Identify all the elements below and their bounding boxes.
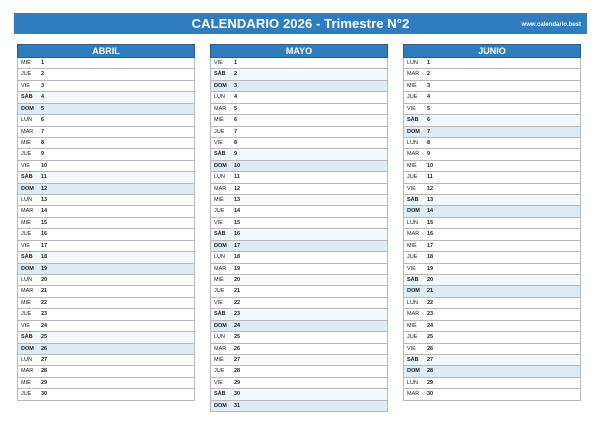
weekday-label: VIE xyxy=(21,242,30,249)
weekday-label: DOM xyxy=(407,368,420,375)
day-row xyxy=(211,138,387,149)
day-row xyxy=(404,149,580,160)
day-row xyxy=(211,92,387,103)
day-row xyxy=(404,286,580,297)
weekday-label: MIÉ xyxy=(407,242,417,249)
day-row xyxy=(18,344,194,355)
day-number: 14 xyxy=(234,208,241,215)
day-number: 22 xyxy=(234,299,241,306)
day-number: 7 xyxy=(427,128,431,135)
day-row xyxy=(18,252,194,263)
day-row xyxy=(18,378,194,389)
day-number: 15 xyxy=(234,219,241,226)
weekday-label: SÁB xyxy=(407,277,419,284)
day-number: 25 xyxy=(427,334,434,341)
day-number: 5 xyxy=(41,105,45,112)
day-number: 27 xyxy=(234,356,241,363)
day-number: 6 xyxy=(41,117,45,124)
day-number: 20 xyxy=(427,277,434,284)
weekday-label: MAR xyxy=(21,288,34,295)
weekday-label: MAR xyxy=(407,231,420,238)
day-row xyxy=(211,355,387,366)
day-number: 19 xyxy=(427,265,434,272)
weekday-label: SÁB xyxy=(21,174,33,181)
day-number: 19 xyxy=(234,265,241,272)
weekday-label: MIÉ xyxy=(214,356,224,363)
day-number: 6 xyxy=(427,117,431,124)
day-row xyxy=(211,241,387,252)
day-number: 29 xyxy=(234,379,241,386)
weekday-label: SÁB xyxy=(407,197,419,204)
day-row xyxy=(211,366,387,377)
day-number: 18 xyxy=(234,254,241,261)
month-header: JUNIO xyxy=(403,44,581,58)
day-row xyxy=(18,172,194,183)
day-row xyxy=(211,104,387,115)
day-row xyxy=(18,58,194,69)
weekday-label: MAR xyxy=(214,185,227,192)
day-number: 16 xyxy=(234,231,241,238)
day-row xyxy=(18,104,194,115)
day-row xyxy=(18,69,194,80)
day-number: 27 xyxy=(427,356,434,363)
weekday-label: VIE xyxy=(407,265,416,272)
weekday-label: MAR xyxy=(21,368,34,375)
weekday-label: DOM xyxy=(214,82,227,89)
day-number: 13 xyxy=(427,197,434,204)
day-row xyxy=(18,115,194,126)
weekday-label: DOM xyxy=(407,208,420,215)
day-number: 29 xyxy=(427,379,434,386)
weekday-label: LUN xyxy=(214,334,226,341)
weekday-label: LUN xyxy=(407,60,419,66)
days-list xyxy=(403,58,581,401)
day-row xyxy=(404,195,580,206)
days-list xyxy=(17,58,195,401)
weekday-label: VIE xyxy=(21,82,30,89)
day-number: 4 xyxy=(427,94,431,101)
day-number: 10 xyxy=(234,162,241,169)
day-number: 1 xyxy=(41,60,45,66)
day-row xyxy=(211,321,387,332)
day-number: 14 xyxy=(427,208,434,215)
day-number: 2 xyxy=(41,71,45,78)
day-number: 25 xyxy=(234,334,241,341)
day-row xyxy=(18,206,194,217)
weekday-label: JUE xyxy=(214,128,225,135)
weekday-label: VIE xyxy=(407,105,416,112)
weekday-label: VIE xyxy=(407,185,416,192)
weekday-label: LUN xyxy=(214,174,226,181)
weekday-label: JUE xyxy=(214,208,225,215)
weekday-label: DOM xyxy=(21,345,34,352)
day-number: 22 xyxy=(427,299,434,306)
title-banner xyxy=(14,13,587,34)
weekday-label: DOM xyxy=(214,162,227,169)
day-number: 15 xyxy=(41,219,48,226)
day-row xyxy=(18,161,194,172)
day-number: 17 xyxy=(427,242,434,249)
day-number: 13 xyxy=(234,197,241,204)
weekday-label: MIÉ xyxy=(21,219,31,226)
day-number: 26 xyxy=(41,345,48,352)
day-number: 7 xyxy=(41,128,45,135)
weekday-label: DOM xyxy=(21,265,34,272)
day-number: 26 xyxy=(427,345,434,352)
weekday-label: VIE xyxy=(214,299,223,306)
day-row xyxy=(18,389,194,400)
day-row xyxy=(211,161,387,172)
weekday-label: LUN xyxy=(407,139,419,146)
day-number: 25 xyxy=(41,334,48,341)
day-row xyxy=(18,286,194,297)
month-may xyxy=(210,44,388,412)
day-number: 10 xyxy=(427,162,434,169)
weekday-label: MAR xyxy=(21,128,34,135)
weekday-label: SÁB xyxy=(21,254,33,261)
day-row xyxy=(18,298,194,309)
weekday-label: MAR xyxy=(214,345,227,352)
day-row xyxy=(211,275,387,286)
day-row xyxy=(18,218,194,229)
day-number: 9 xyxy=(234,151,238,158)
weekday-label: SÁB xyxy=(214,391,226,398)
day-row xyxy=(404,355,580,366)
weekday-label: DOM xyxy=(214,242,227,249)
day-number: 10 xyxy=(41,162,48,169)
day-number: 23 xyxy=(427,311,434,318)
weekday-label: LUN xyxy=(21,277,33,284)
day-row xyxy=(404,309,580,320)
day-row xyxy=(18,184,194,195)
weekday-label: MIÉ xyxy=(407,82,417,89)
day-number: 24 xyxy=(234,322,241,329)
day-number: 28 xyxy=(427,368,434,375)
day-row xyxy=(211,298,387,309)
weekday-label: LUN xyxy=(21,356,33,363)
day-number: 13 xyxy=(41,197,48,204)
day-row xyxy=(404,161,580,172)
day-row xyxy=(404,344,580,355)
weekday-label: MAR xyxy=(214,265,227,272)
day-number: 16 xyxy=(427,231,434,238)
weekday-label: DOM xyxy=(407,288,420,295)
day-number: 20 xyxy=(41,277,48,284)
day-number: 14 xyxy=(41,208,48,215)
day-row xyxy=(404,321,580,332)
day-number: 17 xyxy=(41,242,48,249)
weekday-label: MIÉ xyxy=(21,379,31,386)
day-number: 2 xyxy=(427,71,431,78)
weekday-label: MIÉ xyxy=(214,117,224,124)
weekday-label: SÁB xyxy=(214,231,226,238)
day-number: 3 xyxy=(234,82,238,89)
day-row xyxy=(18,149,194,160)
day-number: 27 xyxy=(41,356,48,363)
weekday-label: LUN xyxy=(214,254,226,261)
weekday-label: MAR xyxy=(407,311,420,318)
day-row xyxy=(211,172,387,183)
weekday-label: MIÉ xyxy=(21,60,31,66)
day-row xyxy=(18,138,194,149)
weekday-label: MAR xyxy=(407,151,420,158)
day-row xyxy=(211,252,387,263)
weekday-label: LUN xyxy=(21,117,33,124)
day-number: 23 xyxy=(41,311,48,318)
day-number: 8 xyxy=(234,139,238,146)
day-row xyxy=(404,378,580,389)
weekday-label: MIÉ xyxy=(407,162,417,169)
day-row xyxy=(18,241,194,252)
weekday-label: SÁB xyxy=(407,356,419,363)
day-number: 19 xyxy=(41,265,48,272)
day-row xyxy=(404,264,580,275)
day-number: 12 xyxy=(427,185,434,192)
day-row xyxy=(404,138,580,149)
day-row xyxy=(211,58,387,69)
weekday-label: DOM xyxy=(21,185,34,192)
day-row xyxy=(404,218,580,229)
day-number: 17 xyxy=(234,242,241,249)
day-row xyxy=(404,104,580,115)
day-number: 21 xyxy=(427,288,434,295)
day-number: 15 xyxy=(427,219,434,226)
day-row xyxy=(211,286,387,297)
month-header: ABRIL xyxy=(17,44,195,58)
day-row xyxy=(211,264,387,275)
weekday-label: SÁB xyxy=(214,151,226,158)
day-number: 30 xyxy=(41,391,48,398)
day-number: 1 xyxy=(427,60,431,66)
day-row xyxy=(211,401,387,412)
day-number: 7 xyxy=(234,128,238,135)
day-number: 1 xyxy=(234,60,238,66)
day-row xyxy=(404,389,580,400)
weekday-label: DOM xyxy=(214,402,227,409)
day-row xyxy=(404,229,580,240)
weekday-label: MAR xyxy=(407,71,420,78)
day-number: 16 xyxy=(41,231,48,238)
day-row xyxy=(211,344,387,355)
day-number: 11 xyxy=(234,174,240,181)
day-number: 31 xyxy=(234,402,241,409)
day-number: 12 xyxy=(234,185,241,192)
weekday-label: SÁB xyxy=(214,71,226,78)
weekday-label: LUN xyxy=(407,379,419,386)
day-row xyxy=(18,92,194,103)
day-number: 22 xyxy=(41,299,48,306)
day-number: 9 xyxy=(427,151,431,158)
day-row xyxy=(404,127,580,138)
weekday-label: MAR xyxy=(407,391,420,398)
day-row xyxy=(404,69,580,80)
weekday-label: SÁB xyxy=(21,334,33,341)
day-number: 9 xyxy=(41,151,45,158)
day-number: 30 xyxy=(234,391,241,398)
day-row xyxy=(18,195,194,206)
weekday-label: JUE xyxy=(407,94,418,101)
day-row xyxy=(404,241,580,252)
day-number: 12 xyxy=(41,185,48,192)
day-row xyxy=(211,206,387,217)
day-row xyxy=(18,332,194,343)
day-number: 2 xyxy=(234,71,238,78)
weekday-label: JUE xyxy=(21,231,32,238)
weekday-label: MAR xyxy=(214,105,227,112)
day-row xyxy=(18,127,194,138)
day-number: 5 xyxy=(234,105,238,112)
day-number: 30 xyxy=(427,391,434,398)
weekday-label: JUE xyxy=(407,174,418,181)
day-row xyxy=(404,275,580,286)
day-number: 6 xyxy=(234,117,238,124)
weekday-label: DOM xyxy=(407,128,420,135)
weekday-label: JUE xyxy=(214,288,225,295)
weekday-label: JUE xyxy=(21,391,32,398)
weekday-label: SÁB xyxy=(214,311,226,318)
weekday-label: JUE xyxy=(407,334,418,341)
weekday-label: SÁB xyxy=(407,117,419,124)
day-row xyxy=(18,229,194,240)
day-number: 8 xyxy=(41,139,45,146)
day-number: 5 xyxy=(427,105,431,112)
weekday-label: VIE xyxy=(214,379,223,386)
day-number: 3 xyxy=(41,82,45,89)
day-row xyxy=(18,309,194,320)
weekday-label: LUN xyxy=(214,94,226,101)
day-row xyxy=(404,92,580,103)
days-list xyxy=(210,58,388,412)
day-number: 29 xyxy=(41,379,48,386)
day-row xyxy=(18,81,194,92)
day-row xyxy=(404,252,580,263)
day-row xyxy=(18,321,194,332)
day-row xyxy=(404,81,580,92)
day-row xyxy=(211,378,387,389)
month-header: MAYO xyxy=(210,44,388,58)
weekday-label: JUE xyxy=(21,151,32,158)
day-row xyxy=(404,184,580,195)
month-april xyxy=(17,44,195,401)
day-row xyxy=(211,229,387,240)
day-row xyxy=(18,264,194,275)
weekday-label: JUE xyxy=(407,254,418,261)
site-link[interactable]: www.calendario.best xyxy=(521,22,581,28)
day-number: 11 xyxy=(41,174,47,181)
weekday-label: VIE xyxy=(214,219,223,226)
weekday-label: JUE xyxy=(21,71,32,78)
day-number: 24 xyxy=(41,322,48,329)
month-june xyxy=(403,44,581,401)
day-row xyxy=(18,366,194,377)
day-number: 23 xyxy=(234,311,241,318)
day-row xyxy=(211,184,387,195)
day-number: 20 xyxy=(234,277,241,284)
weekday-label: VIE xyxy=(21,322,30,329)
day-row xyxy=(404,298,580,309)
weekday-label: VIE xyxy=(407,345,416,352)
weekday-label: LUN xyxy=(407,299,419,306)
weekday-label: SÁB xyxy=(21,94,33,101)
day-number: 18 xyxy=(41,254,48,261)
weekday-label: VIE xyxy=(214,139,223,146)
day-row xyxy=(211,218,387,229)
day-number: 4 xyxy=(41,94,45,101)
page-title: CALENDARIO 2026 - Trimestre N°2 xyxy=(191,16,410,31)
day-row xyxy=(404,206,580,217)
weekday-label: JUE xyxy=(214,368,225,375)
day-number: 28 xyxy=(234,368,241,375)
day-number: 8 xyxy=(427,139,431,146)
weekday-label: JUE xyxy=(21,311,32,318)
weekday-label: MIÉ xyxy=(21,299,31,306)
weekday-label: DOM xyxy=(21,105,34,112)
day-row xyxy=(404,172,580,183)
weekday-label: MAR xyxy=(21,208,34,215)
day-row xyxy=(18,355,194,366)
day-row xyxy=(211,115,387,126)
day-number: 18 xyxy=(427,254,434,261)
day-row xyxy=(211,69,387,80)
day-row xyxy=(211,389,387,400)
weekday-label: LUN xyxy=(21,197,33,204)
weekday-label: MIÉ xyxy=(214,277,224,284)
day-row xyxy=(404,58,580,69)
day-row xyxy=(404,366,580,377)
weekday-label: DOM xyxy=(214,322,227,329)
weekday-label: VIE xyxy=(21,162,30,169)
weekday-label: MIÉ xyxy=(21,139,31,146)
day-row xyxy=(211,127,387,138)
day-number: 3 xyxy=(427,82,431,89)
day-row xyxy=(211,195,387,206)
day-number: 21 xyxy=(234,288,241,295)
day-row xyxy=(211,149,387,160)
day-row xyxy=(18,275,194,286)
day-number: 28 xyxy=(41,368,48,375)
day-number: 24 xyxy=(427,322,434,329)
day-row xyxy=(404,115,580,126)
weekday-label: MIÉ xyxy=(214,197,224,204)
day-number: 26 xyxy=(234,345,241,352)
weekday-label: LUN xyxy=(407,219,419,226)
day-number: 4 xyxy=(234,94,238,101)
day-row xyxy=(211,332,387,343)
day-number: 11 xyxy=(427,174,433,181)
day-row xyxy=(211,81,387,92)
weekday-label: MIÉ xyxy=(407,322,417,329)
day-row xyxy=(211,309,387,320)
day-number: 21 xyxy=(41,288,48,295)
day-row xyxy=(404,332,580,343)
weekday-label: VIE xyxy=(214,60,223,66)
